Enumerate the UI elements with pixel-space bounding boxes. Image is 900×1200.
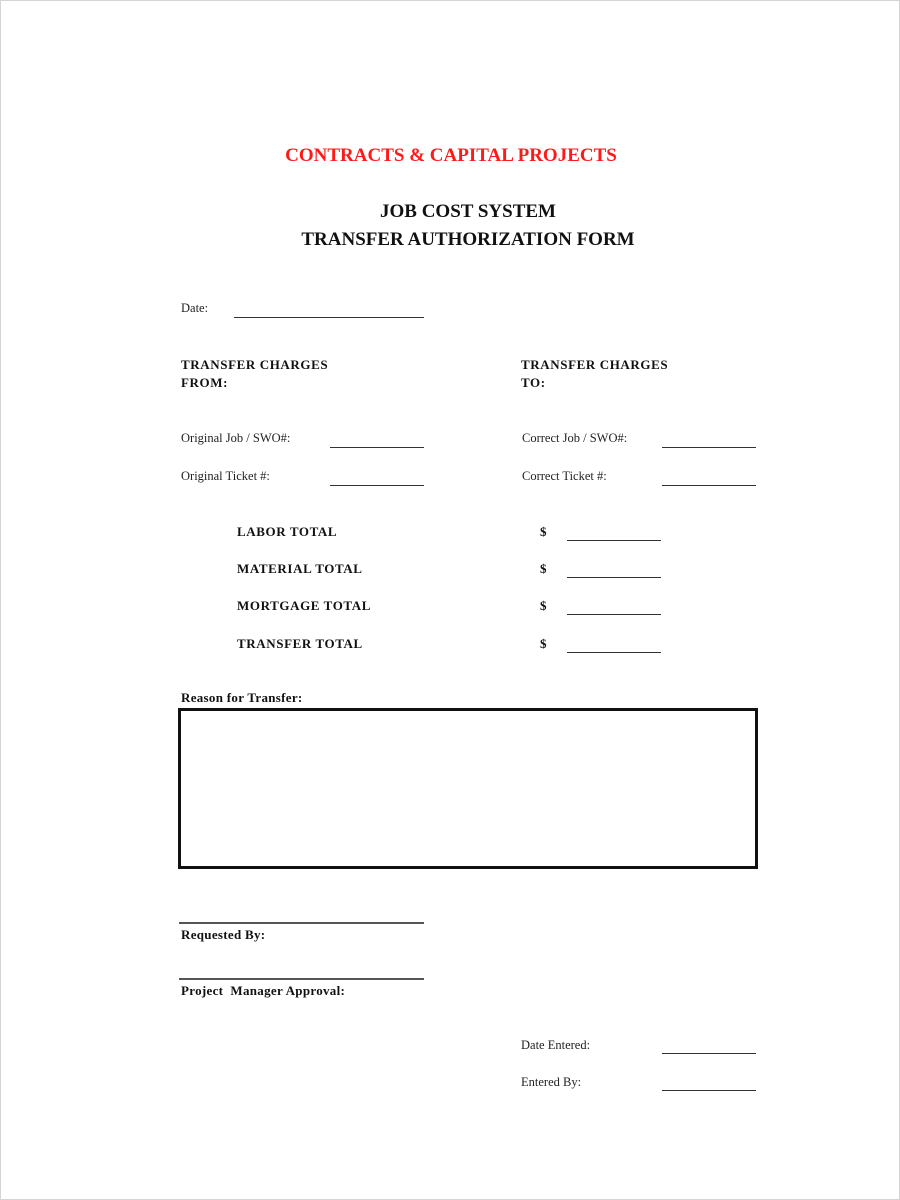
labor-currency-symbol: $ xyxy=(540,524,548,539)
original-ticket-label: Original Ticket #: xyxy=(181,469,270,483)
system-title: JOB COST SYSTEM xyxy=(380,201,556,222)
transfer-total-label: TRANSFER TOTAL xyxy=(237,636,363,651)
requested-by-label: Requested By: xyxy=(181,927,266,942)
correct-ticket-label: Correct Ticket #: xyxy=(522,469,607,483)
date-label: Date: xyxy=(181,301,209,315)
mortgage-total-field[interactable] xyxy=(567,614,661,615)
reason-textarea[interactable] xyxy=(178,708,758,869)
date-field[interactable] xyxy=(234,317,424,318)
material-total-label: MATERIAL TOTAL xyxy=(237,561,363,576)
correct-ticket-field[interactable] xyxy=(662,485,756,486)
mortgage-currency-symbol: $ xyxy=(540,598,548,613)
original-job-label: Original Job / SWO#: xyxy=(181,431,291,445)
original-ticket-field[interactable] xyxy=(330,485,424,486)
correct-job-label: Correct Job / SWO#: xyxy=(522,431,628,445)
entered-by-field[interactable] xyxy=(662,1090,756,1091)
date-entered-field[interactable] xyxy=(662,1053,756,1054)
date-entered-label: Date Entered: xyxy=(521,1038,591,1052)
transfer-currency-symbol: $ xyxy=(540,636,548,651)
pm-approval-label: Project Manager Approval: xyxy=(181,983,346,998)
mortgage-total-label: MORTGAGE TOTAL xyxy=(237,598,371,613)
material-currency-symbol: $ xyxy=(540,561,548,576)
pm-approval-signature-line[interactable] xyxy=(179,978,424,980)
department-title: CONTRACTS & CAPITAL PROJECTS xyxy=(285,145,617,166)
labor-total-label: LABOR TOTAL xyxy=(237,524,338,539)
transfer-total-field[interactable] xyxy=(567,652,661,653)
reason-label: Reason for Transfer: xyxy=(181,690,303,705)
to-heading-line1: TRANSFER CHARGES xyxy=(521,357,669,372)
entered-by-label: Entered By: xyxy=(521,1075,582,1089)
material-total-field[interactable] xyxy=(567,577,661,578)
form-title: TRANSFER AUTHORIZATION FORM xyxy=(301,229,635,250)
original-job-field[interactable] xyxy=(330,447,424,448)
labor-total-field[interactable] xyxy=(567,540,661,541)
from-heading-line2: FROM: xyxy=(181,375,229,390)
requested-by-signature-line[interactable] xyxy=(179,922,424,924)
correct-job-field[interactable] xyxy=(662,447,756,448)
from-heading-line1: TRANSFER CHARGES xyxy=(181,357,329,372)
to-heading-line2: TO: xyxy=(521,375,546,390)
